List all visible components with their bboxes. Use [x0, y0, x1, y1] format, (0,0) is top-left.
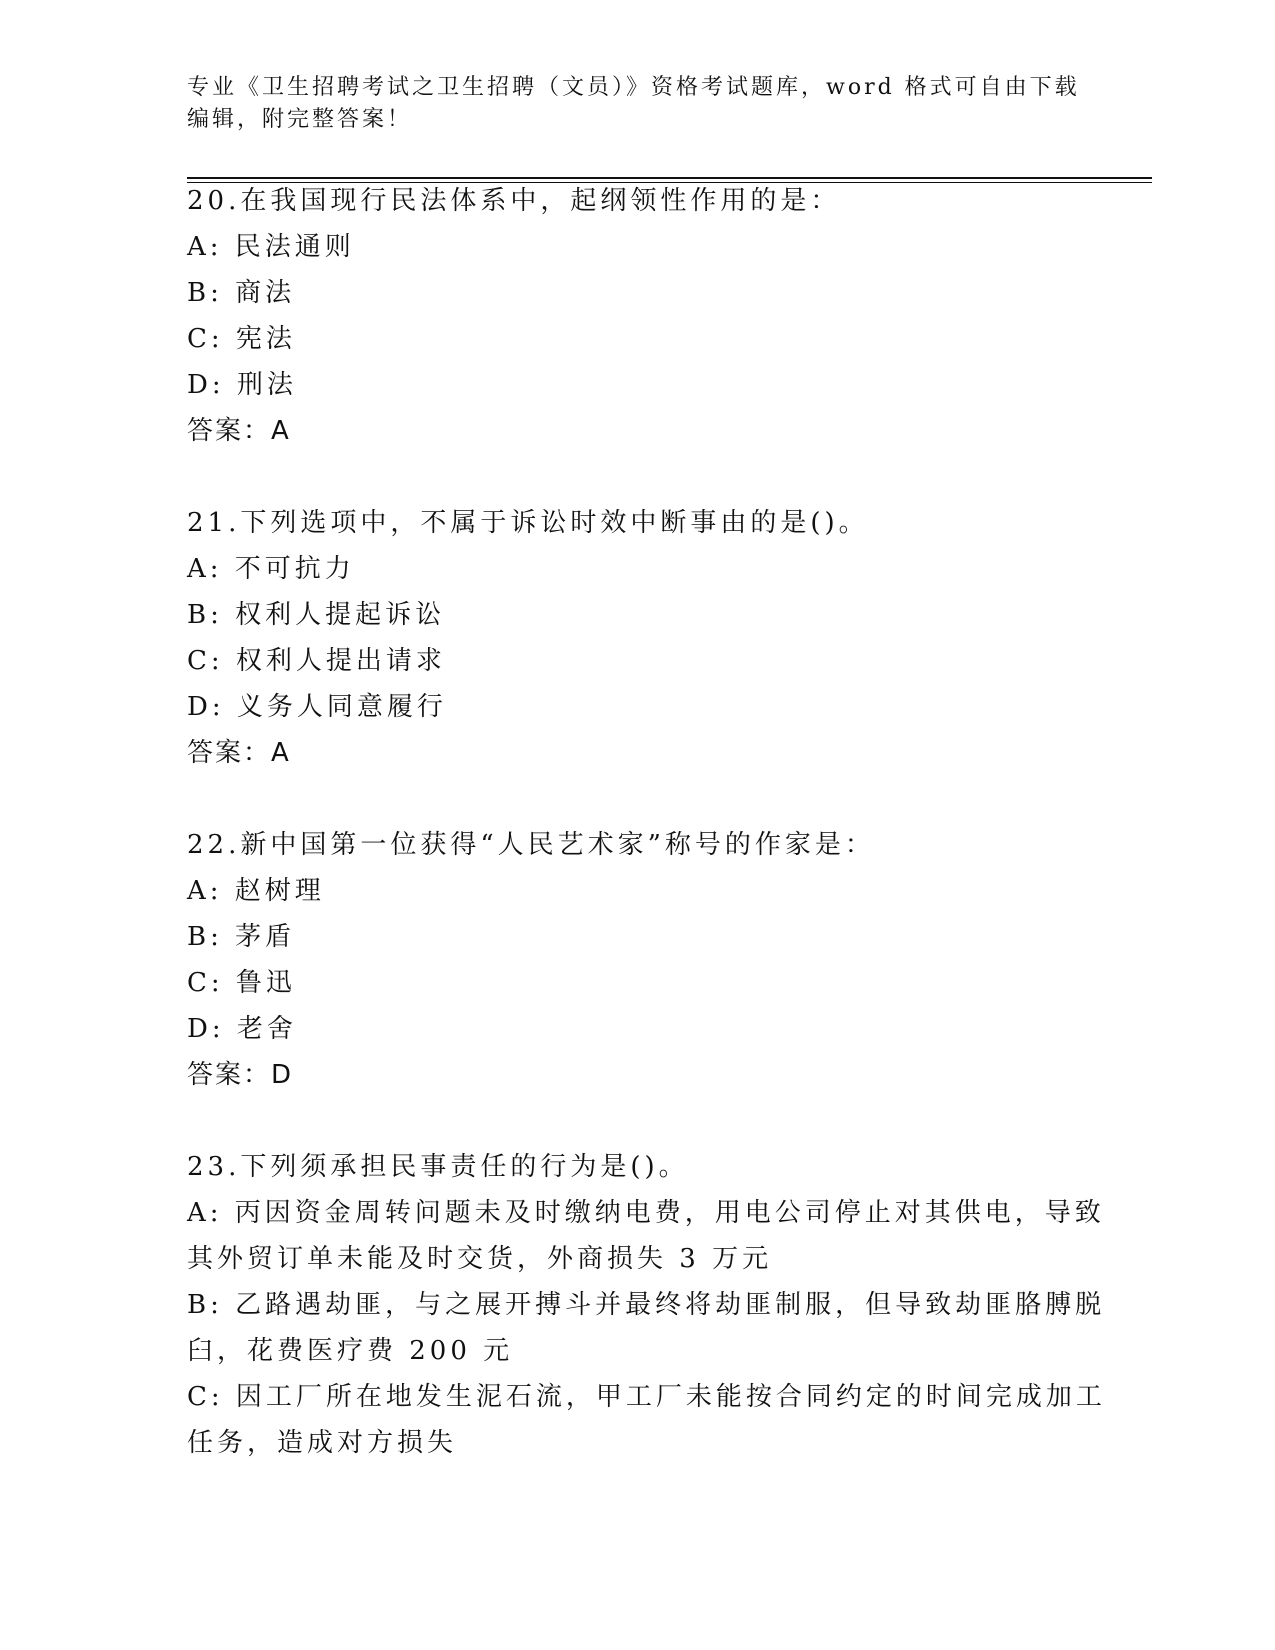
- option-d: D: 老舍: [187, 1014, 297, 1044]
- option-d: D: 义务人同意履行: [187, 692, 447, 722]
- question-22: [187, 822, 1087, 1098]
- option-b: B: 商法: [187, 278, 296, 308]
- answer-label: 答案：D: [187, 1060, 294, 1090]
- option-b-line-2: 臼，花费医疗费 200 元: [187, 1336, 514, 1366]
- header-line-2: 编辑，附完整答案！: [187, 107, 413, 132]
- option-c: C: 宪法: [187, 324, 296, 354]
- question-20: [187, 178, 1087, 454]
- option-d: D: 刑法: [187, 370, 297, 400]
- question-stem: 20.在我国现行民法体系中，起纲领性作用的是：: [187, 186, 841, 216]
- option-c: C: 权利人提出请求: [187, 646, 446, 676]
- question-stem: 22.新中国第一位获得“人民艺术家”称号的作家是：: [187, 830, 875, 860]
- option-b: B: 茅盾: [187, 922, 296, 952]
- option-a-line-2: 其外贸订单未能及时交货，外商损失 3 万元: [187, 1244, 773, 1274]
- option-a: [187, 1190, 1105, 1282]
- option-b: B: 权利人提起诉讼: [187, 600, 446, 630]
- answer-label: 答案：A: [187, 416, 291, 446]
- option-a: A: 赵树理: [187, 876, 325, 906]
- question-21: [187, 500, 1087, 776]
- option-c: C: 鲁迅: [187, 968, 296, 998]
- option-c: [187, 1374, 1106, 1466]
- option-b-line-1: B: 乙路遇劫匪，与之展开搏斗并最终将劫匪制服，但导致劫匪胳膊脱: [187, 1290, 1106, 1320]
- option-b: [187, 1282, 1106, 1374]
- option-a-line-1: A: 丙因资金周转问题未及时缴纳电费，用电公司停止对其供电，导致: [187, 1198, 1105, 1228]
- question-stem: 21.下列选项中，不属于诉讼时效中断事由的是()。: [187, 508, 869, 538]
- document-header: [187, 72, 1087, 136]
- option-c-line-2: 任务，造成对方损失: [187, 1428, 458, 1458]
- option-a: A: 不可抗力: [187, 554, 355, 584]
- option-a: A: 民法通则: [187, 232, 355, 262]
- answer-label: 答案：A: [187, 738, 291, 768]
- option-c-line-1: C: 因工厂所在地发生泥石流，甲工厂未能按合同约定的时间完成加工: [187, 1382, 1106, 1412]
- question-stem: 23.下列须承担民事责任的行为是()。: [187, 1152, 689, 1182]
- question-23: [187, 1144, 1106, 1466]
- header-line-1: 专业《卫生招聘考试之卫生招聘（文员）》资格考试题库，word 格式可自由下载: [187, 75, 1080, 100]
